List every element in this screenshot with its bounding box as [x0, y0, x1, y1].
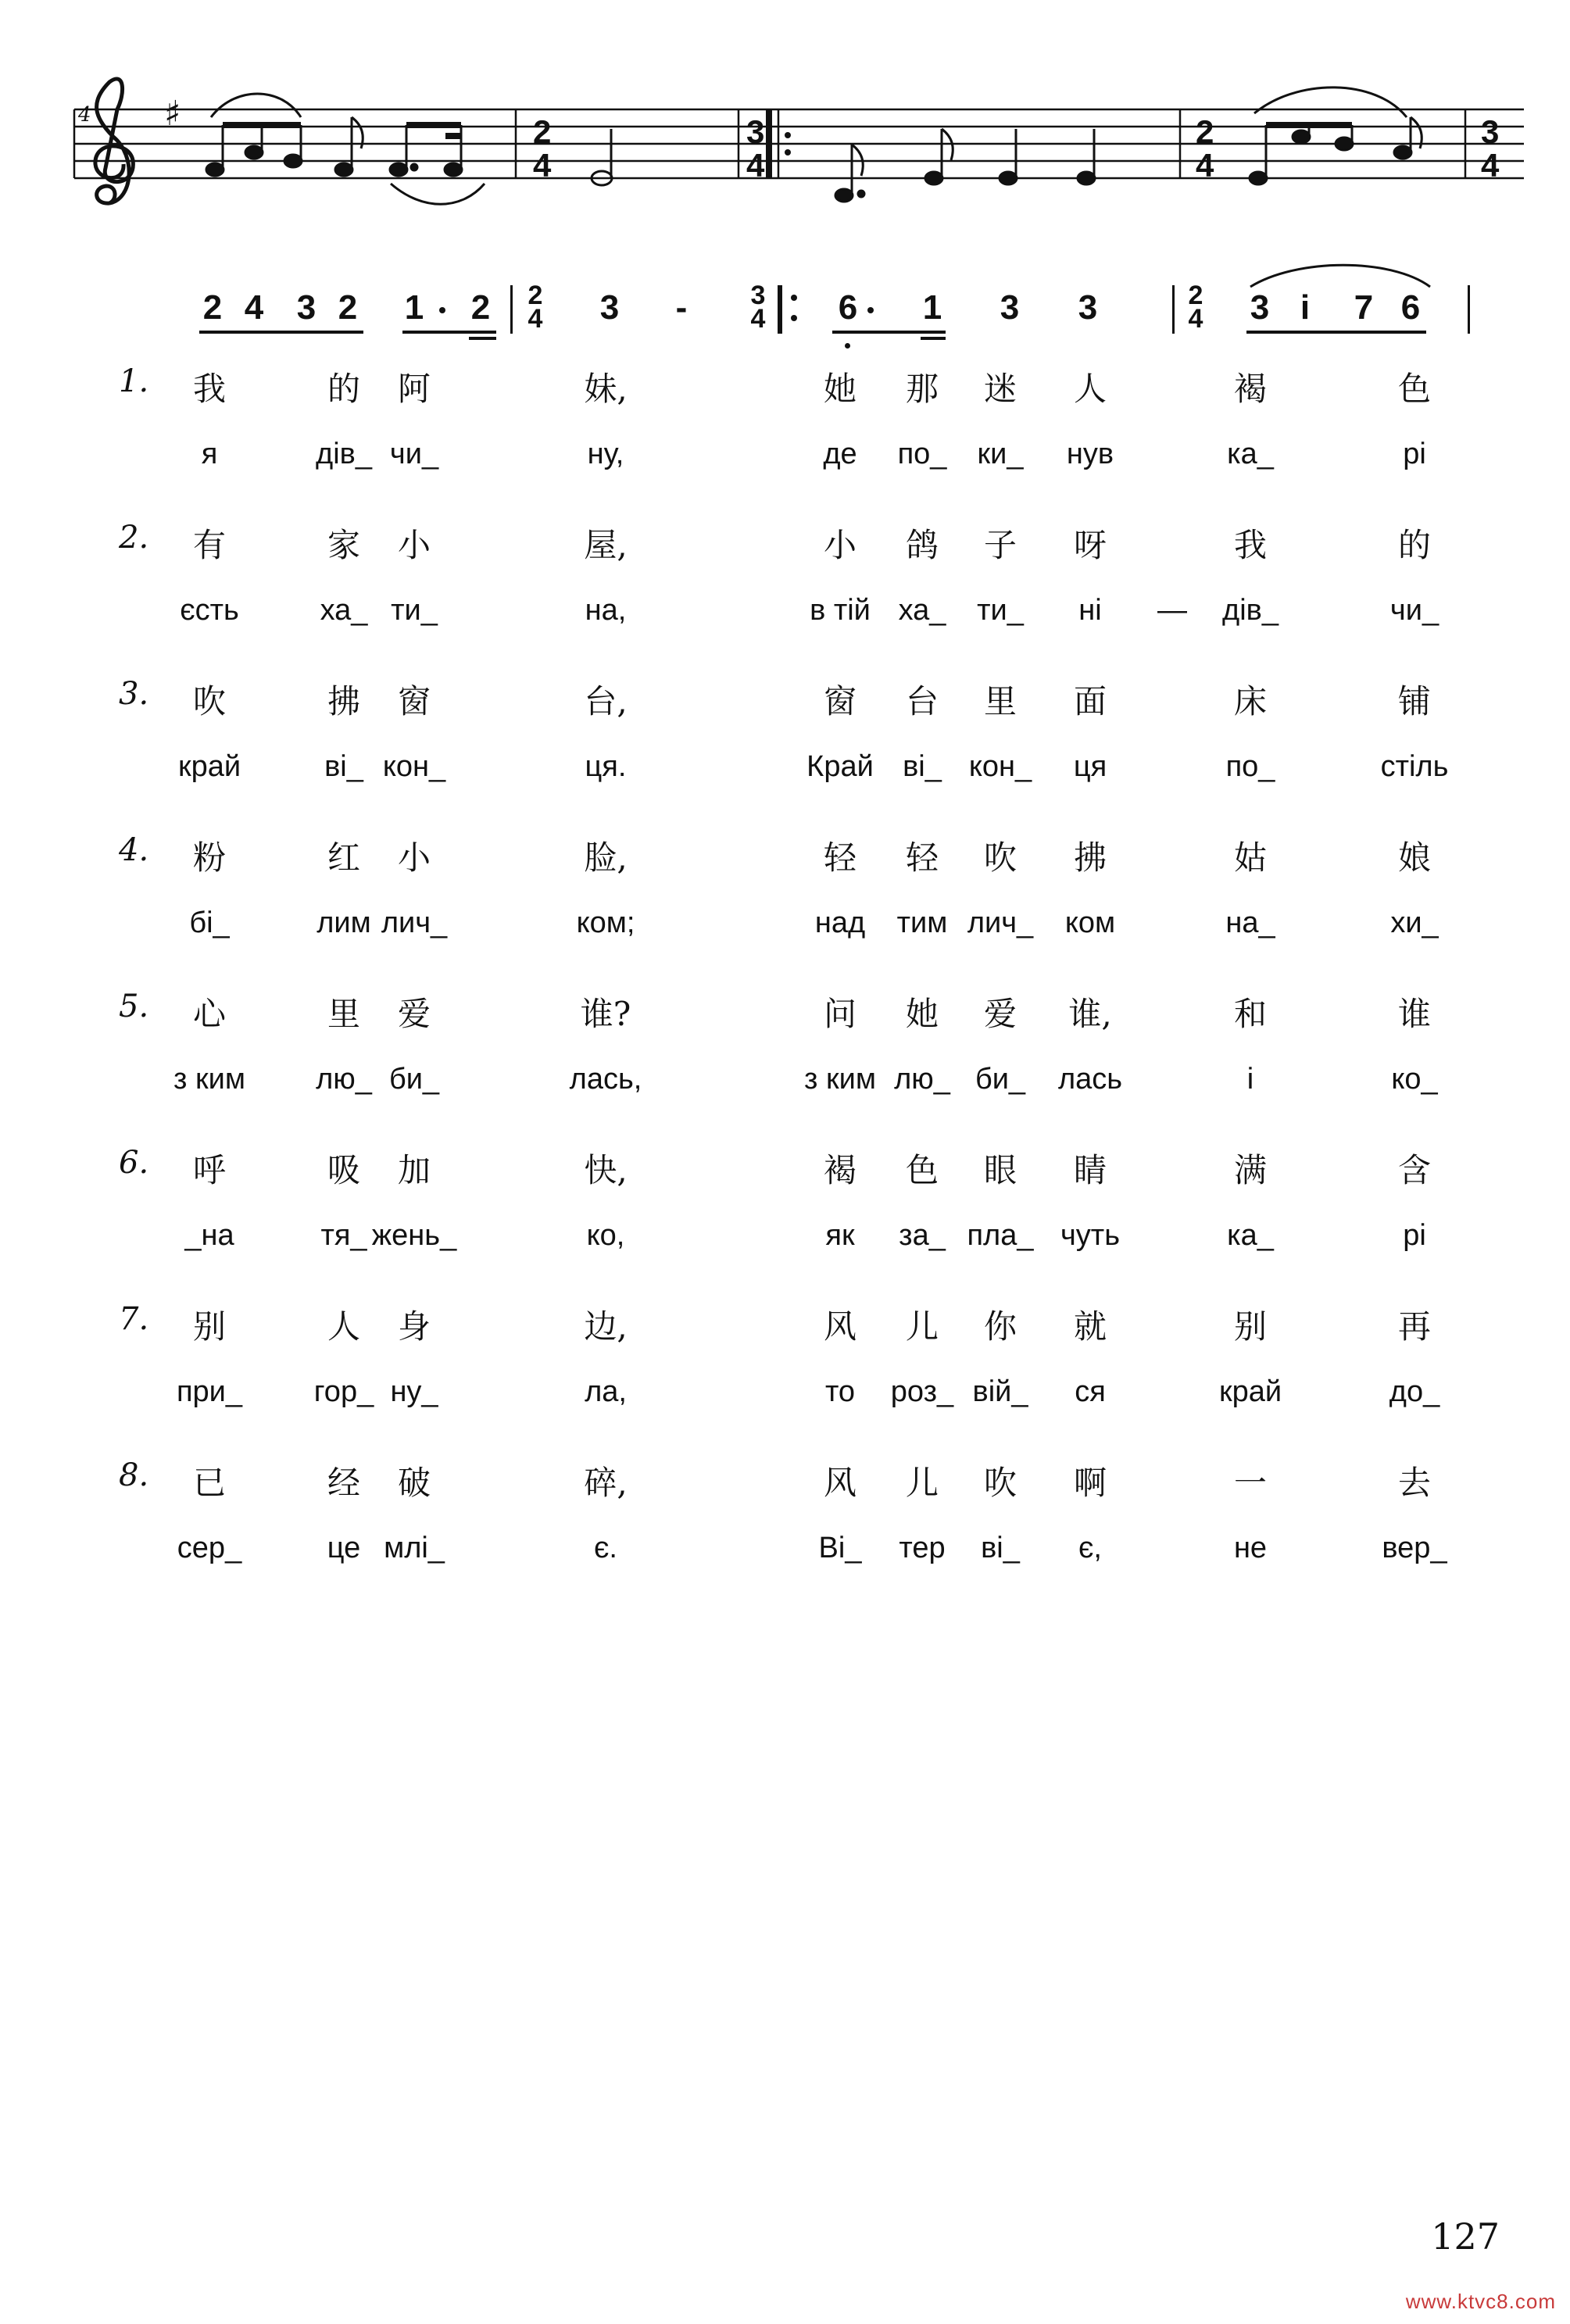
lyric-word: 窗	[397, 682, 431, 720]
lyric-word: з ким	[173, 1063, 245, 1096]
jianpu-dash: -	[675, 288, 688, 327]
lyric-row-zh	[0, 832, 1570, 887]
lyric-word: 爱	[397, 995, 431, 1033]
lyric-word: 有	[192, 526, 227, 564]
lyric-row-zh	[0, 363, 1570, 418]
lyric-word: 再	[1397, 1307, 1432, 1346]
lyric-row-uk	[0, 1219, 1570, 1274]
lyric-word: 阿	[397, 370, 431, 408]
lyric-word: ся	[1075, 1375, 1106, 1408]
jianpu-note: 3	[1000, 288, 1020, 327]
lyric-word: 她	[905, 995, 939, 1033]
lyric-word: 边,	[584, 1307, 628, 1346]
lyric-word: 拂	[1073, 838, 1107, 877]
lyric-word: 满	[1233, 1151, 1268, 1189]
lyric-word: 儿	[905, 1464, 939, 1502]
time-sig: 2 4	[528, 281, 543, 334]
lyric-word: Край	[806, 750, 874, 783]
slurs	[0, 238, 1570, 293]
lyric-word: хи_	[1390, 906, 1439, 939]
lyric-word: ві_	[903, 750, 942, 783]
measure-number: 4	[78, 103, 91, 127]
underline	[1246, 331, 1426, 334]
lyric-word: 鸽	[905, 526, 939, 564]
lyric-word: 呼	[192, 1151, 227, 1189]
lyric-word: де	[823, 438, 857, 470]
lyric-word: 含	[1397, 1151, 1432, 1189]
lyric-word: 吹	[983, 1464, 1017, 1502]
lyric-word: 别	[1233, 1307, 1268, 1346]
lyric-word: лю_	[894, 1063, 950, 1096]
lyric-word: 身	[397, 1307, 431, 1346]
lyric-word: 问	[823, 995, 857, 1033]
aug-dot	[439, 307, 445, 313]
lyric-word: ну,	[587, 438, 624, 470]
lyric-word: кон_	[382, 750, 446, 783]
lyric-word: 人	[327, 1307, 361, 1346]
treble-clef-icon	[95, 79, 133, 203]
jianpu-note: 2	[338, 288, 358, 327]
lyric-word: —	[1157, 594, 1187, 627]
lyric-word: 妹,	[584, 370, 628, 408]
lyric-word: 子	[983, 526, 1017, 564]
lyric-word: 风	[823, 1464, 857, 1502]
lyric-word: лась	[1057, 1063, 1123, 1096]
lyric-row-uk	[0, 438, 1570, 492]
svg-text:4: 4	[533, 147, 552, 184]
lyric-word: 轻	[905, 838, 939, 877]
lyric-word: 那	[905, 370, 939, 408]
lyric-word: нув	[1066, 438, 1114, 470]
lyric-row-zh	[0, 1145, 1570, 1200]
jianpu-note: 2	[202, 288, 223, 327]
lyric-word: 就	[1073, 1307, 1107, 1346]
lyric-word: ха_	[320, 594, 368, 627]
lyric-word: 娘	[1397, 838, 1432, 877]
lyric-word: є,	[1078, 1532, 1102, 1564]
lyric-word: 破	[397, 1464, 431, 1502]
jianpu-note: 6	[838, 288, 858, 327]
jianpu-note: 4	[244, 288, 264, 327]
lyric-word: 红	[327, 838, 361, 877]
lyric-word: і	[1246, 1063, 1254, 1096]
lyric-row-uk	[0, 594, 1570, 649]
jianpu-note: 1	[922, 288, 942, 327]
lyric-row-zh	[0, 1457, 1570, 1512]
lyric-word: 屋,	[584, 526, 628, 564]
lyric-word: 我	[192, 370, 227, 408]
lyric-word: _на	[184, 1219, 234, 1252]
lyric-word: 啊	[1073, 1464, 1107, 1502]
lyric-word: лич_	[967, 906, 1034, 939]
time-sig: 2 4	[1188, 281, 1203, 334]
page-number: 127	[1431, 2215, 1500, 2258]
lyric-word: то	[824, 1375, 856, 1408]
lyric-word: на,	[585, 594, 627, 627]
lyric-word: 快,	[584, 1151, 628, 1189]
lyric-word: 眼	[983, 1151, 1017, 1189]
lyric-word: 台	[905, 682, 939, 720]
lyric-row-zh	[0, 1301, 1570, 1356]
lyric-word: я	[201, 438, 218, 470]
underline	[469, 337, 496, 340]
svg-text:3: 3	[746, 113, 765, 150]
underline	[921, 337, 946, 340]
jianpu-note: 7	[1354, 288, 1374, 327]
lyric-word: чи_	[389, 438, 439, 470]
lyric-word: 小	[397, 838, 431, 877]
svg-text:4: 4	[1196, 147, 1214, 184]
lyric-word: чи_	[1389, 594, 1439, 627]
lyric-word: по_	[897, 438, 947, 470]
lyric-word: не	[1233, 1532, 1268, 1564]
lyric-word: лич_	[381, 906, 448, 939]
lyric-word: ком;	[576, 906, 635, 939]
jianpu-note: 1	[404, 288, 424, 327]
lyric-word: Ві_	[818, 1532, 862, 1564]
lyric-word: 粉	[192, 838, 227, 877]
lyric-word: 碎,	[584, 1464, 628, 1502]
jianpu-note: 3	[599, 288, 620, 327]
lyric-word: тим	[896, 906, 948, 939]
lyric-word: до_	[1389, 1375, 1440, 1408]
lyric-word: кон_	[968, 750, 1032, 783]
lyric-word: ки_	[977, 438, 1024, 470]
lyric-word: на_	[1225, 906, 1275, 939]
lyric-word: пла_	[967, 1219, 1034, 1252]
jianpu-note: i	[1300, 288, 1311, 327]
jianpu-line	[0, 277, 1570, 348]
lyric-word: 窗	[823, 682, 857, 720]
lyric-word: 我	[1233, 526, 1268, 564]
lyric-word: при_	[176, 1375, 243, 1408]
lyric-word: ха_	[898, 594, 946, 627]
lyric-word: 吸	[327, 1151, 361, 1189]
underline	[402, 331, 496, 334]
lyric-word: 儿	[905, 1307, 939, 1346]
lyric-word: 吹	[983, 838, 1017, 877]
lyric-word: би_	[975, 1063, 1026, 1096]
verse-number: 2.	[119, 520, 149, 556]
lyric-word: ко,	[586, 1219, 625, 1252]
verse-number: 4.	[119, 832, 149, 868]
lyric-word: ця.	[585, 750, 627, 783]
lyric-word: 台,	[584, 682, 628, 720]
lyric-word: ві_	[981, 1532, 1020, 1564]
lyric-word: лим	[317, 906, 371, 939]
lyric-word: 呀	[1073, 526, 1107, 564]
underline	[199, 331, 363, 334]
lyric-word: за_	[899, 1219, 946, 1252]
lyric-word: 褐	[1233, 370, 1268, 408]
lyric-word: 谁	[1397, 995, 1432, 1033]
lyric-word: ла,	[585, 1375, 627, 1408]
lyric-row-zh	[0, 520, 1570, 574]
lyric-word: вій_	[972, 1375, 1028, 1408]
lyric-word: ві_	[324, 750, 363, 783]
lyric-word: 人	[1073, 370, 1107, 408]
lyric-word: 铺	[1397, 682, 1432, 720]
lyric-word: 小	[397, 526, 431, 564]
lyric-word: млі_	[384, 1532, 445, 1564]
lyric-word: 小	[823, 526, 857, 564]
lyric-word: дів_	[1222, 594, 1279, 627]
lyric-word: ком	[1064, 906, 1116, 939]
lyric-word: бі_	[189, 906, 230, 939]
svg-text:2: 2	[1196, 113, 1214, 150]
lyric-word: тя_	[320, 1219, 367, 1252]
jianpu-note: 2	[470, 288, 491, 327]
lyric-word: 爱	[983, 995, 1017, 1033]
low-dot	[845, 343, 850, 349]
lyric-word: вер_	[1382, 1532, 1447, 1564]
lyric-word: лась,	[569, 1063, 642, 1096]
lyric-word: 里	[983, 682, 1017, 720]
jianpu-note: 6	[1400, 288, 1421, 327]
svg-text:4: 4	[746, 147, 765, 184]
lyric-word: 轻	[823, 838, 857, 877]
lyric-word: дів_	[316, 438, 372, 470]
verse-number: 6.	[119, 1145, 149, 1181]
lyric-word: 家	[327, 526, 361, 564]
lyric-row-uk	[0, 1375, 1570, 1430]
lyric-word: 的	[1397, 526, 1432, 564]
lyric-word: як	[825, 1219, 855, 1252]
lyric-row-uk	[0, 1063, 1570, 1117]
lyric-word: 里	[327, 995, 361, 1033]
lyric-word: край	[1218, 1375, 1282, 1408]
lyric-word: стіль	[1380, 750, 1449, 783]
lyric-word: би_	[388, 1063, 440, 1096]
lyric-row-uk	[0, 1532, 1570, 1586]
lyric-word: 已	[192, 1464, 227, 1502]
lyric-word: 经	[327, 1464, 361, 1502]
lyric-word: в тій	[810, 594, 871, 627]
lyric-word: жень_	[371, 1219, 457, 1252]
sharp-icon: ♯	[164, 94, 181, 134]
lyric-word: 谁,	[1068, 995, 1112, 1033]
lyric-word: 睛	[1073, 1151, 1107, 1189]
svg-text:4: 4	[1481, 147, 1500, 184]
lyric-word: сер_	[177, 1532, 242, 1564]
lyric-word: ко_	[1391, 1063, 1438, 1096]
lyric-word: гор_	[313, 1375, 374, 1408]
watermark: www.ktvc8.com	[1405, 2290, 1556, 2313]
lyric-word: ця	[1073, 750, 1107, 783]
lyric-word: 褐	[823, 1151, 857, 1189]
lyric-word: по_	[1225, 750, 1275, 783]
lyric-word: 一	[1233, 1464, 1268, 1502]
lyric-word: з ким	[804, 1063, 876, 1096]
lyric-word: ка_	[1227, 438, 1274, 470]
lyric-word: 姑	[1233, 838, 1268, 877]
lyric-word: єсть	[180, 594, 239, 627]
lyric-word: над	[814, 906, 866, 939]
lyric-word: 风	[823, 1307, 857, 1346]
lyric-word: рі	[1403, 1219, 1426, 1252]
lyric-word: край	[177, 750, 241, 783]
verse-number: 8.	[119, 1457, 149, 1493]
svg-text:3: 3	[1481, 113, 1500, 150]
lyric-word: 床	[1233, 682, 1268, 720]
lyric-word: є.	[594, 1532, 617, 1564]
lyric-word: 色	[905, 1151, 939, 1189]
verse-number: 7.	[119, 1301, 149, 1337]
repeat-dot	[791, 315, 797, 321]
lyric-word: 心	[192, 995, 227, 1033]
lyric-word: 吹	[192, 682, 227, 720]
verse-number: 3.	[119, 676, 149, 712]
jianpu-note: 3	[1250, 288, 1270, 327]
lyric-word: 和	[1233, 995, 1268, 1033]
lyric-word: 色	[1397, 370, 1432, 408]
underline	[832, 331, 946, 334]
lyric-word: 面	[1073, 682, 1107, 720]
lyric-word: ти_	[977, 594, 1024, 627]
lyric-word: 拂	[327, 682, 361, 720]
lyric-word: це	[327, 1532, 361, 1564]
lyric-word: 去	[1397, 1464, 1432, 1502]
lyric-word: 脸,	[584, 838, 628, 877]
svg-text:2: 2	[533, 113, 552, 150]
lyric-word: роз_	[890, 1375, 954, 1408]
jianpu-note: 3	[296, 288, 317, 327]
lyric-row-zh	[0, 676, 1570, 731]
jianpu-note: 3	[1078, 288, 1098, 327]
lyric-word: тер	[899, 1532, 946, 1564]
lyric-word: лю_	[316, 1063, 372, 1096]
lyric-word: чуть	[1060, 1219, 1120, 1252]
lyric-word: ні	[1078, 594, 1102, 627]
lyric-word: 谁?	[580, 995, 631, 1033]
lyric-word: 加	[397, 1151, 431, 1189]
lyric-word: 你	[983, 1307, 1017, 1346]
lyric-word: 她	[823, 370, 857, 408]
lyric-row-uk	[0, 750, 1570, 805]
aug-dot	[867, 307, 874, 313]
lyric-word: ти_	[391, 594, 438, 627]
verse-number: 1.	[119, 363, 149, 399]
repeat-dot	[791, 295, 797, 301]
lyric-word: рі	[1403, 438, 1426, 470]
time-sig: 3 4	[750, 281, 766, 334]
lyric-row-uk	[0, 906, 1570, 961]
verse-number: 5.	[119, 989, 149, 1024]
lyric-row-zh	[0, 989, 1570, 1043]
lyric-word: ну_	[390, 1375, 438, 1408]
lyric-word: 别	[192, 1307, 227, 1346]
lyric-word: 的	[327, 370, 361, 408]
lyric-word: 迷	[983, 370, 1017, 408]
lyric-word: ка_	[1227, 1219, 1274, 1252]
